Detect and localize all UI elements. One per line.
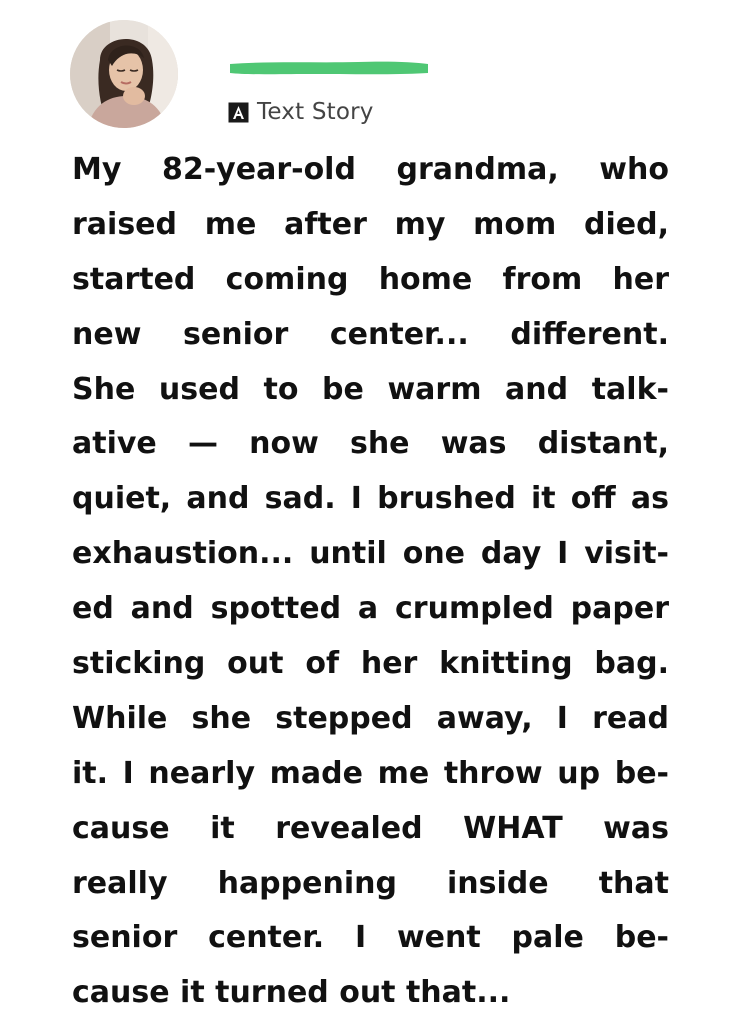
story-line: My 82-year-old grandma, who (72, 152, 669, 187)
story-text (72, 143, 669, 1021)
story-line: raised me after my mom died, (72, 206, 669, 242)
story-line: started coming home from her (72, 261, 669, 297)
story-line: While she stepped away, I read (72, 700, 669, 736)
avatar[interactable] (70, 20, 178, 128)
story-line: it. I nearly made me throw up be- (72, 755, 669, 791)
story-line: cause it revealed WHAT was (72, 810, 669, 846)
story-line: new senior center... different. (72, 316, 669, 352)
story-line: ative — now she was distant, (72, 426, 669, 462)
redacted-username (228, 58, 430, 78)
story-line: ed and spotted a crumpled paper (72, 591, 669, 627)
a-letter-icon (228, 102, 249, 123)
badge-label: Text Story (257, 99, 374, 125)
story-line: cause it turned out that... (72, 975, 511, 1011)
story-header (0, 0, 739, 140)
story-line: quiet, and sad. I brushed it off as (72, 481, 669, 517)
story-line: She used to be warm and talk- (72, 371, 669, 407)
story-line: exhaustion... until one day I visit- (72, 536, 669, 572)
story-line: sticking out of her knitting bag. (72, 646, 669, 682)
story-line: really happening inside that (72, 865, 669, 901)
story-line: senior center. I went pale be- (72, 920, 669, 956)
content-type-badge (228, 96, 374, 128)
avatar-photo (70, 20, 178, 128)
